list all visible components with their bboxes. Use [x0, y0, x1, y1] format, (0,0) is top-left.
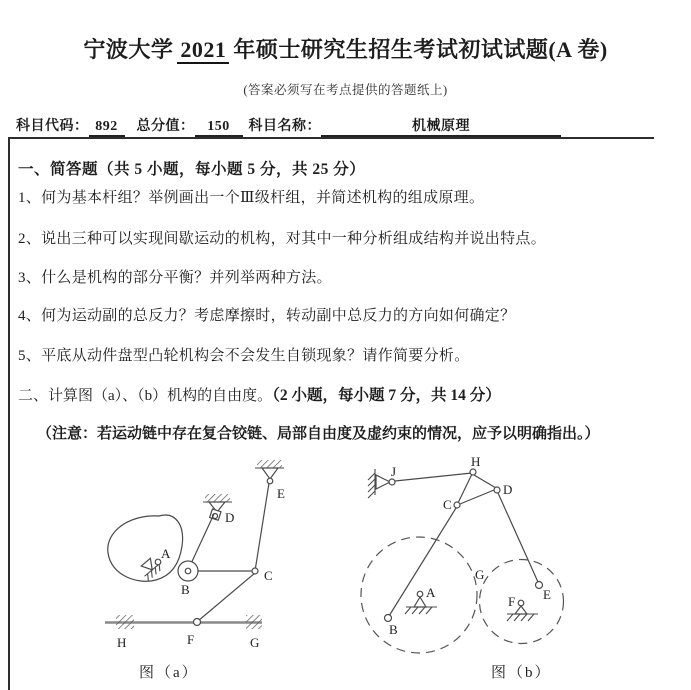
total-score-label: 总分值： [136, 119, 195, 134]
fig-b-link-H-D [474, 475, 496, 488]
fig-b-link-C-B [389, 508, 456, 616]
total-score-value: 150 [195, 119, 243, 137]
fig-b-label-G: G [475, 567, 485, 582]
page-subtitle: (答案必须写在考点提供的答题纸上) [243, 83, 448, 97]
fig-b-joint-C [454, 502, 460, 508]
fig-b-joint-J [389, 479, 395, 485]
page-title [0, 33, 691, 64]
section2-heading [18, 383, 501, 405]
fig-b-joint-A [417, 591, 423, 597]
fig-b-label-F: F [508, 594, 516, 609]
fig-b-joint-D [494, 487, 500, 493]
figure-b-mechanism-diagram [355, 445, 677, 665]
fig-a-ground-E [255, 460, 284, 484]
fig-a-joint-F [194, 619, 201, 626]
fig-b-joint-E [536, 582, 543, 589]
subject-name-label: 科目名称： [248, 119, 321, 134]
fig-a-link-B-D [189, 514, 214, 568]
section2-heading-normal: 二、计算图（a）、（b）机构的自由度。 [18, 388, 273, 404]
fig-b-label-A: A [426, 585, 436, 600]
title-suffix: 年硕士研究生招生考试初试试题(A 卷) [233, 37, 608, 62]
header-meta-row [16, 115, 561, 137]
fig-b-link-J-H [395, 473, 472, 481]
fig-a-guide-block-right [246, 615, 262, 629]
fig-a-label-D: D [225, 510, 235, 525]
fig-a-joint-A [155, 559, 161, 565]
subject-name-value: 机械原理 [321, 115, 561, 137]
question-4: 4、何为运动副的总反力？考虑摩擦时，转动副中总反力的方向如何确定？ [18, 308, 516, 324]
fig-a-label-C: C [264, 568, 273, 583]
title-year: 2021 [177, 37, 229, 64]
fig-b-ground-J [368, 469, 390, 498]
fig-a-label-E: E [277, 486, 285, 501]
figure-a-mechanism-diagram [55, 450, 355, 662]
fig-b-label-D: D [503, 482, 513, 497]
section1-heading: 一、简答题（共 5 小题，每小题 5 分，共 25 分） [18, 161, 366, 178]
fig-b-label-J: J [391, 464, 397, 479]
subject-code-label: 科目代码： [16, 119, 89, 134]
fig-a-guide-block-left [116, 615, 134, 629]
fig-a-joint-C [252, 568, 258, 574]
fig-b-link-H-C [458, 474, 472, 503]
fig-b-joint-H [470, 469, 476, 475]
fig-b-label-H: H [471, 454, 481, 469]
fig-b-link-D-E [498, 493, 538, 582]
fig-a-label-F: F [187, 632, 195, 647]
question-1: 1、何为基本杆组？举例画出一个Ⅲ级杆组，并简述机构的组成原理。 [18, 190, 485, 206]
question-3: 3、什么是机构的部分平衡？并列举两种方法。 [18, 270, 332, 286]
fig-b-joint-B [385, 615, 392, 622]
fig-a-label-G: G [250, 635, 260, 650]
fig-b-label-C: C [443, 497, 452, 512]
fig-a-label-A: A [161, 546, 171, 561]
fig-a-cam-profile [108, 515, 183, 581]
fig-b-label-E: E [543, 587, 551, 602]
fig-a-link-C-E [255, 483, 269, 571]
subject-code-value: 892 [89, 119, 125, 137]
fig-a-label-B: B [181, 582, 190, 597]
fig-a-joint-B [185, 568, 191, 574]
title-prefix: 宁波大学 [83, 37, 174, 62]
fig-b-label-B: B [389, 622, 398, 637]
fig-a-label-H: H [117, 635, 127, 650]
question-2: 2、说出三种可以实现间歇运动的机构，对其中一种分析组成结构并说出特点。 [18, 231, 547, 247]
fig-b-joint-F [518, 600, 524, 606]
section2-note: （注意：若运动链中存在复合铰链、局部自由度及虚约束的情况，应予以明确指出。） [37, 426, 600, 442]
figure-b-caption: 图（b） [491, 665, 552, 681]
question-5: 5、平底从动件盘型凸轮机构会不会发生自锁现象？请作简要分析。 [18, 348, 470, 364]
section2-heading-bold: （2 小题，每小题 7 分，共 14 分） [272, 387, 501, 404]
figure-a-caption: 图（a） [139, 665, 199, 681]
fig-a-link-C-F [198, 573, 255, 621]
fig-b-link-C-D [460, 490, 494, 504]
